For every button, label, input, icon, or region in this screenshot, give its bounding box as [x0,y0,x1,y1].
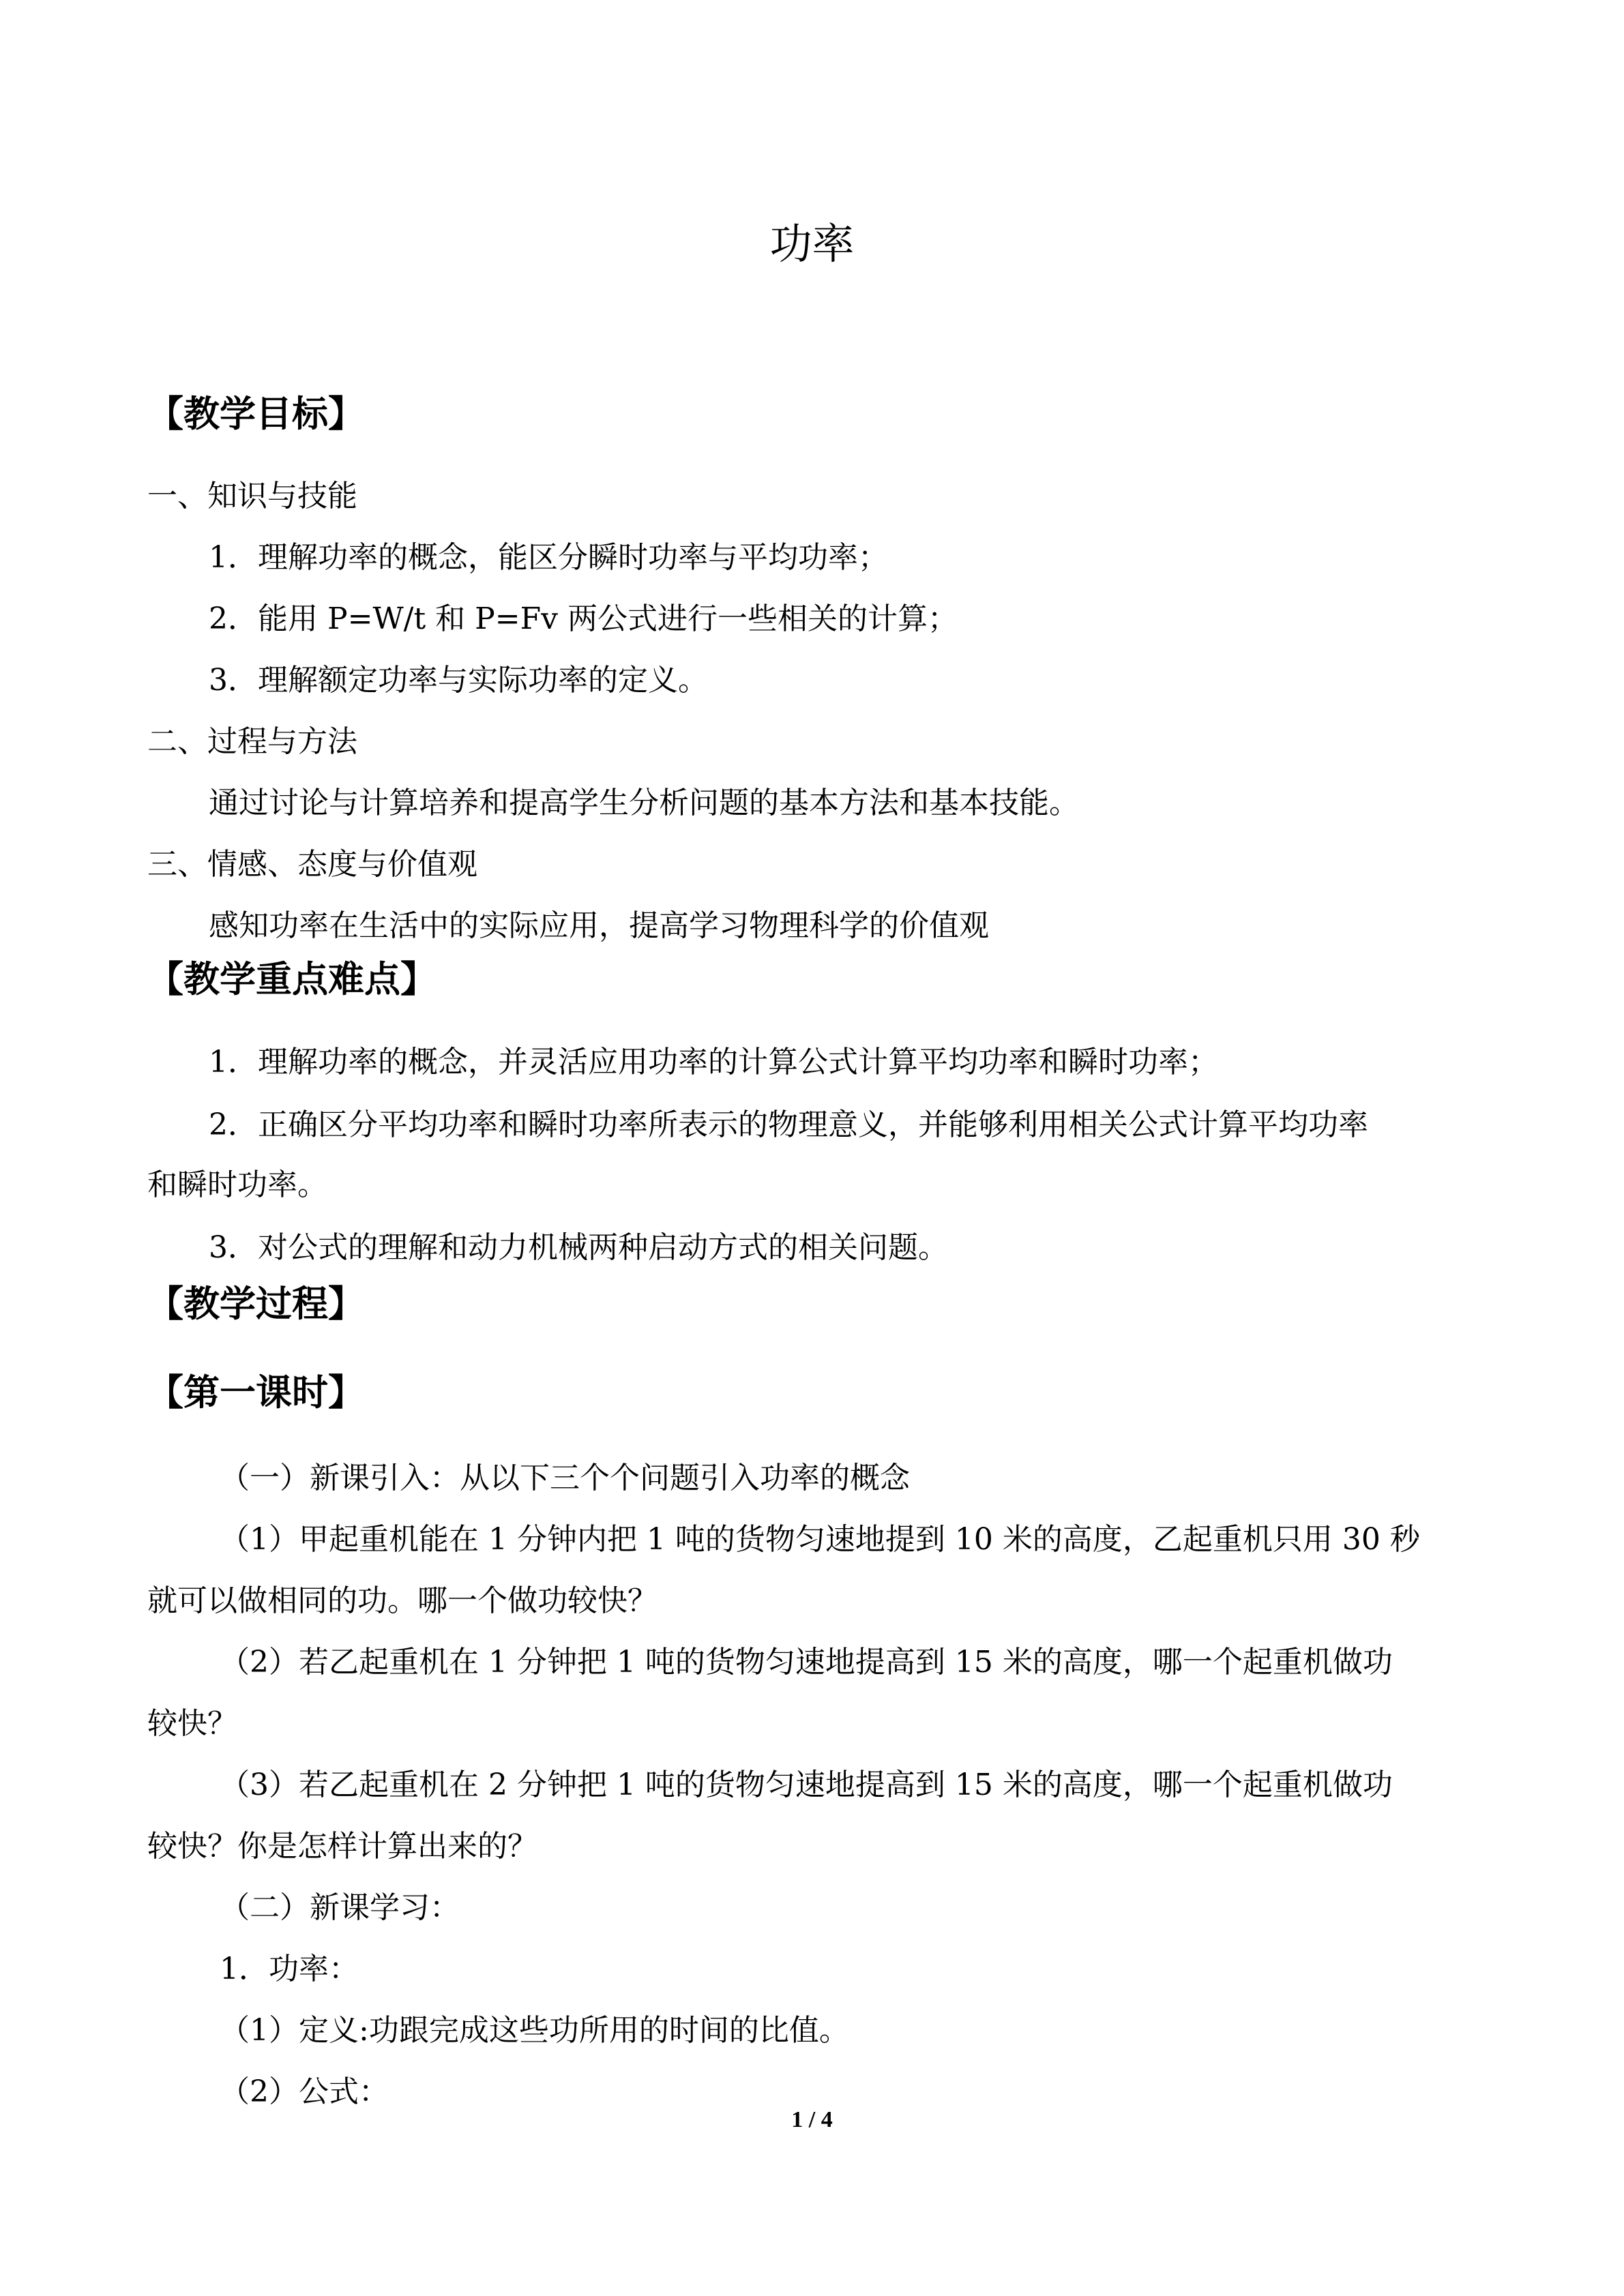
question-2-continued: 较快？ [147,1706,237,1741]
lesson-intro: （一）新课引入：从以下三个个问题引入功率的概念 [220,1461,910,1495]
key-point-item: 3．对公式的理解和动力机械两种启动方式的相关问题。 [209,1230,948,1265]
process-text: 通过讨论与计算培养和提高学生分析问题的基本方法和基本技能。 [209,786,1079,820]
question-2: （2）若乙起重机在 1 分钟把 1 吨的货物匀速地提高到 15 米的高度，哪一个起重机做功 [220,1645,1393,1680]
section-heading-objectives: 【教学目标】 [147,393,364,435]
power-definition: （1）定义:功跟完成这些功所用的时间的比值。 [220,2013,849,2048]
key-point-item: 1．理解功率的概念，并灵活应用功率的计算公式计算平均功率和瞬时功率； [209,1045,1218,1079]
power-heading: 1．功率： [220,1952,359,1986]
attitude-heading: 三、情感、态度与价值观 [147,847,477,882]
knowledge-item: 1．理解功率的概念，能区分瞬时功率与平均功率； [209,540,888,575]
section-heading-lesson1: 【第一课时】 [147,1372,364,1414]
power-formula: （2）公式： [220,2074,389,2109]
section-heading-key-points: 【教学重点难点】 [147,959,437,1000]
question-3: （3）若乙起重机在 2 分钟把 1 吨的货物匀速地提高到 15 米的高度，哪一个起重机做功 [220,1768,1393,1802]
attitude-text: 感知功率在生活中的实际应用，提高学习物理科学的价值观 [209,908,989,943]
question-1: （1）甲起重机能在 1 分钟内把 1 吨的货物匀速地提到 10 米的高度，乙起重机只用 30 秒 [220,1522,1420,1557]
section-heading-process: 【教学过程】 [147,1283,364,1325]
page-number: 1 / 4 [791,2107,833,2132]
new-study-heading: （二）新课学习： [220,1890,460,1925]
knowledge-item: 3．理解额定功率与实际功率的定义。 [209,663,708,698]
key-point-item: 2．正确区分平均功率和瞬时功率所表示的物理意义，并能够利用相关公式计算平均功率 [209,1107,1368,1142]
question-1-continued: 就可以做相同的功。哪一个做功较快？ [147,1583,658,1618]
key-point-item-continued: 和瞬时功率。 [147,1167,327,1202]
knowledge-item: 2．能用 P=W/t 和 P=Fv 两公式进行一些相关的计算； [209,601,958,636]
page-title: 功率 [769,219,855,269]
question-3-continued: 较快？你是怎样计算出来的？ [147,1829,537,1864]
process-heading: 二、过程与方法 [147,724,357,759]
knowledge-heading: 一、知识与技能 [147,479,357,513]
